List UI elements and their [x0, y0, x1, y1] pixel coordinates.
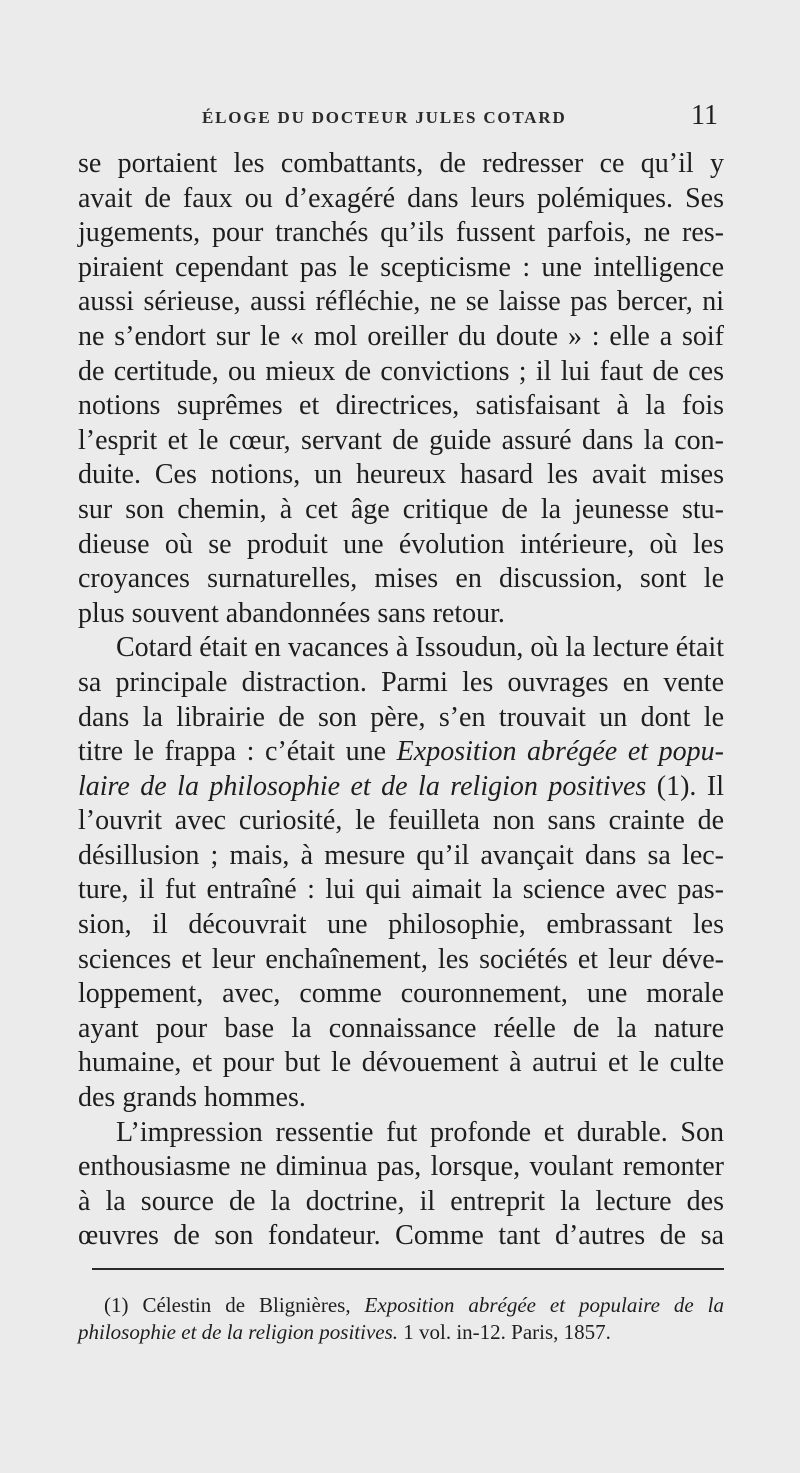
text-line: L’impression ressentie fut profonde et durable. Son	[116, 1116, 724, 1148]
footnote-title-italic: Exposition abrégée et populaire de la	[364, 1293, 724, 1317]
text-line: piraient cependant pas le scepticisme : une intelligence	[78, 251, 724, 283]
line-roman-part: titre le frappa : c’était une	[78, 736, 397, 768]
text-line: œuvres de son fondateur. Comme tant d’autres de sa	[78, 1220, 724, 1252]
text-line: plus souvent abandonnées sans retour.	[78, 597, 505, 629]
body-text	[78, 147, 724, 1254]
footnote-title-italic: philosophie et de la religion positives.	[78, 1320, 399, 1344]
footnote-line	[78, 1319, 724, 1346]
text-line: aussi sérieuse, aussi réfléchie, ne se laisse pas bercer, ni	[78, 286, 724, 318]
text-line: humaine, et pour but le dévouement à autrui et le culte	[78, 1047, 724, 1079]
text-line: se portaient les combattants, de redresser ce qu’il y	[78, 148, 724, 179]
text-line: dans la librairie de son père, s’en trouvait un dont le	[78, 701, 724, 733]
text-line: notions suprêmes et directrices, satisfaisant à la fois	[78, 390, 724, 422]
text-line: sciences et leur enchaînement, les sociétés et leur déve-	[78, 943, 724, 975]
text-line: croyances surnaturelles, mises en discussion, sont le	[78, 563, 724, 595]
running-title: ÉLOGE DU DOCTEUR JULES COTARD	[202, 108, 567, 127]
text-line: avait de faux ou d’exagéré dans leurs polémiques. Ses	[78, 182, 724, 214]
footnote-divider	[92, 1268, 724, 1270]
footnote-publication: 1 vol. in-12. Paris, 1857.	[398, 1320, 611, 1344]
text-line: duite. Ces notions, un heureux hasard les avait mises	[78, 459, 724, 491]
text-line	[78, 735, 724, 770]
text-line: sion, il découvrait une philosophie, embrassant les	[78, 909, 724, 941]
text-line: jugements, pour tranchés qu’ils fussent parfois, ne res-	[78, 217, 724, 249]
text-line: ne s’endort sur le « mol oreiller du doute » : elle a soif	[78, 320, 724, 352]
footnote-reference: (1). Il	[646, 770, 724, 802]
book-title-italic: Exposition abrégée et popu-	[396, 736, 725, 768]
text-line: désillusion ; mais, à mesure qu’il avançait dans sa lec-	[78, 839, 724, 871]
text-line: à la source de la doctrine, il entreprit la lecture des	[78, 1185, 724, 1217]
text-line: l’esprit et le cœur, servant de guide assuré dans la con-	[78, 424, 724, 456]
text-line: loppement, avec, comme couronnement, une morale	[78, 978, 724, 1010]
book-title-italic: laire de la philosophie et de la religion positives	[78, 770, 647, 802]
page-number: 11	[691, 100, 718, 131]
text-line: dieuse où se produit une évolution intérieure, où les	[78, 528, 724, 560]
footnote-line	[92, 1292, 724, 1319]
text-line: de certitude, ou mieux de convictions ; il lui faut de ces	[78, 355, 724, 387]
text-line: Cotard était en vacances à Issoudun, où la lecture était	[116, 632, 724, 664]
text-line: sur son chemin, à cet âge critique de la jeunesse stu-	[78, 493, 724, 525]
text-line	[78, 770, 724, 805]
footnote-author: (1) Célestin de Blignières,	[104, 1293, 365, 1317]
text-line: des grands hommes.	[78, 1082, 306, 1114]
running-head	[78, 100, 718, 140]
text-line: sa principale distraction. Parmi les ouvrages en vente	[78, 666, 724, 698]
text-line: l’ouvrit avec curiosité, le feuilleta non sans crainte de	[78, 805, 724, 837]
footnote	[78, 1292, 724, 1346]
text-line: ture, il fut entraîné : lui qui aimait la science avec pas-	[78, 874, 724, 906]
text-line: ayant pour base la connaissance réelle de la nature	[78, 1012, 724, 1044]
text-line: enthousiasme ne diminua pas, lorsque, voulant remonter	[78, 1151, 724, 1183]
